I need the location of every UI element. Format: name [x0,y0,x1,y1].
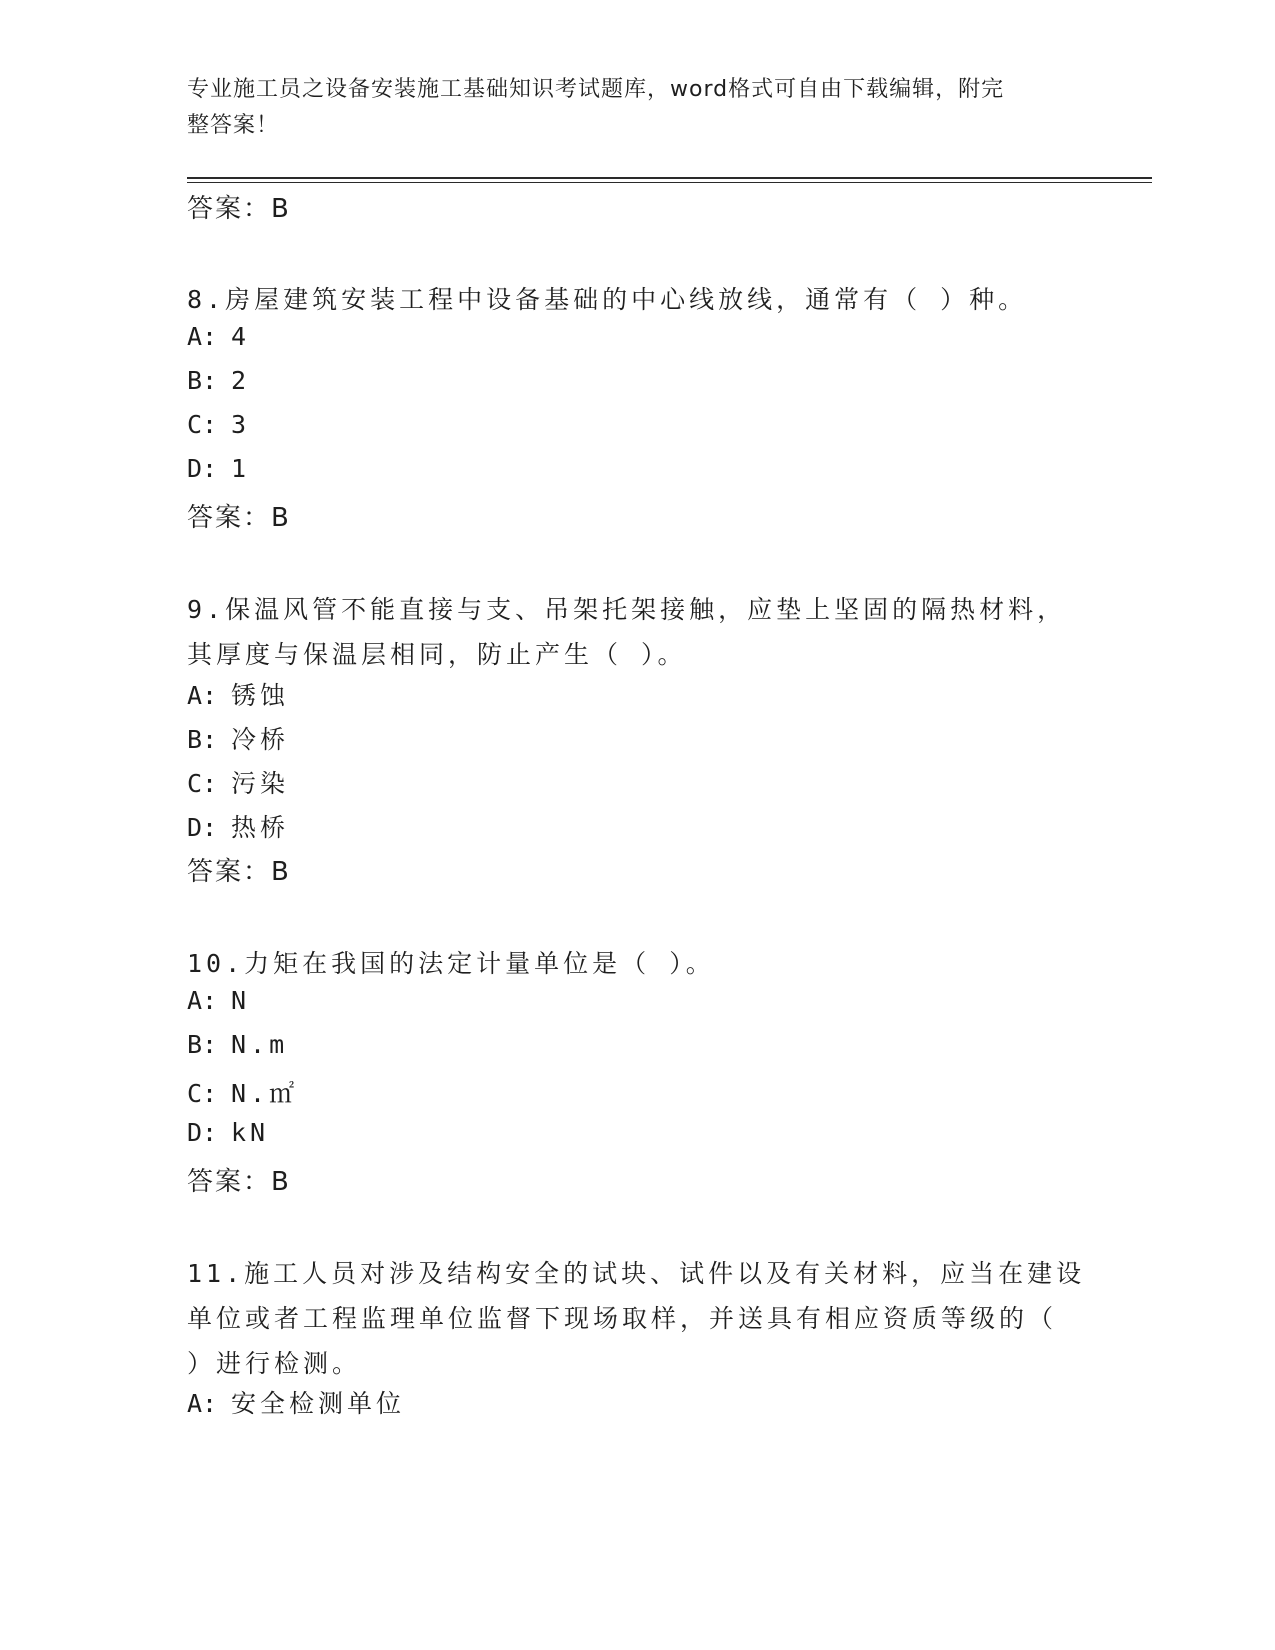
question-10-option-b [187,1030,288,1059]
question-11-text [187,1251,1087,1386]
option-text: 冷桥 [231,725,290,754]
question-10-answer: 答案：B [187,1167,291,1197]
option-text: 安全检测单位 [231,1389,406,1418]
question-8-option-c [187,410,250,439]
question-8-option-b [187,366,250,395]
question-11-option-a [187,1384,405,1420]
question-10-text [187,941,1087,986]
question-11-line-2: 单位或者工程监理单位监督下现场取样，并送具有相应资质等级的（ [187,1304,1058,1333]
question-11-line-1: 11.施工人员对涉及结构安全的试块、试件以及有关材料，应当在建设 [187,1259,1086,1288]
question-9-option-a [187,676,289,712]
option-text: kN [231,1118,270,1147]
option-text: 1 [231,454,251,483]
option-text: N.m [231,1030,289,1059]
question-8-option-d [187,454,250,483]
option-key: A: [187,322,218,351]
option-text: N.㎡ [231,1079,299,1108]
page-header [187,72,1067,144]
option-text: 热桥 [231,813,290,842]
question-10-line-1: 10.力矩在我国的法定计量单位是（ ）。 [187,949,715,978]
header-line-2: 整答案！ [187,113,280,138]
question-9-line-1: 9.保温风管不能直接与支、吊架托架接触，应垫上坚固的隔热材料， [187,595,1067,624]
question-9-text [187,587,1087,677]
header-line-1: 专业施工员之设备安装施工基础知识考试题库，word格式可自由下载编辑，附完 [187,77,1005,102]
answer-line: 答案：B [187,194,291,224]
question-9-option-c [187,764,289,800]
option-key: C: [187,1079,218,1108]
option-key: A: [187,681,218,710]
option-key: B: [187,725,218,754]
question-8-option-a [187,322,250,351]
question-8-line-1: 8.房屋建筑安装工程中设备基础的中心线放线，通常有（ ）种。 [187,285,1028,314]
option-key: A: [187,1389,218,1418]
header-rule-thin [187,182,1152,183]
option-text: 3 [231,410,251,439]
option-text: 2 [231,366,251,395]
option-key: D: [187,454,218,483]
option-key: B: [187,366,218,395]
question-9-line-2: 其厚度与保温层相同，防止产生（ ）。 [187,640,687,669]
option-text: 锈蚀 [231,681,290,710]
question-8-answer: 答案：B [187,503,291,533]
option-text: 污染 [231,769,290,798]
question-9-option-b [187,720,289,756]
question-10-option-d [187,1118,269,1147]
option-key: D: [187,1118,218,1147]
question-10-option-a [187,986,250,1015]
header-rule-thick [187,177,1152,179]
question-8-text [187,277,1087,322]
question-9-answer: 答案：B [187,857,291,887]
option-key: A: [187,986,218,1015]
question-9-option-d [187,808,289,844]
option-key: B: [187,1030,218,1059]
option-key: D: [187,813,218,842]
question-10-option-c [187,1074,298,1110]
option-text: 4 [231,322,251,351]
question-11-line-3: ）进行检测。 [187,1349,362,1378]
option-text: N [231,986,251,1015]
option-key: C: [187,769,218,798]
option-key: C: [187,410,218,439]
